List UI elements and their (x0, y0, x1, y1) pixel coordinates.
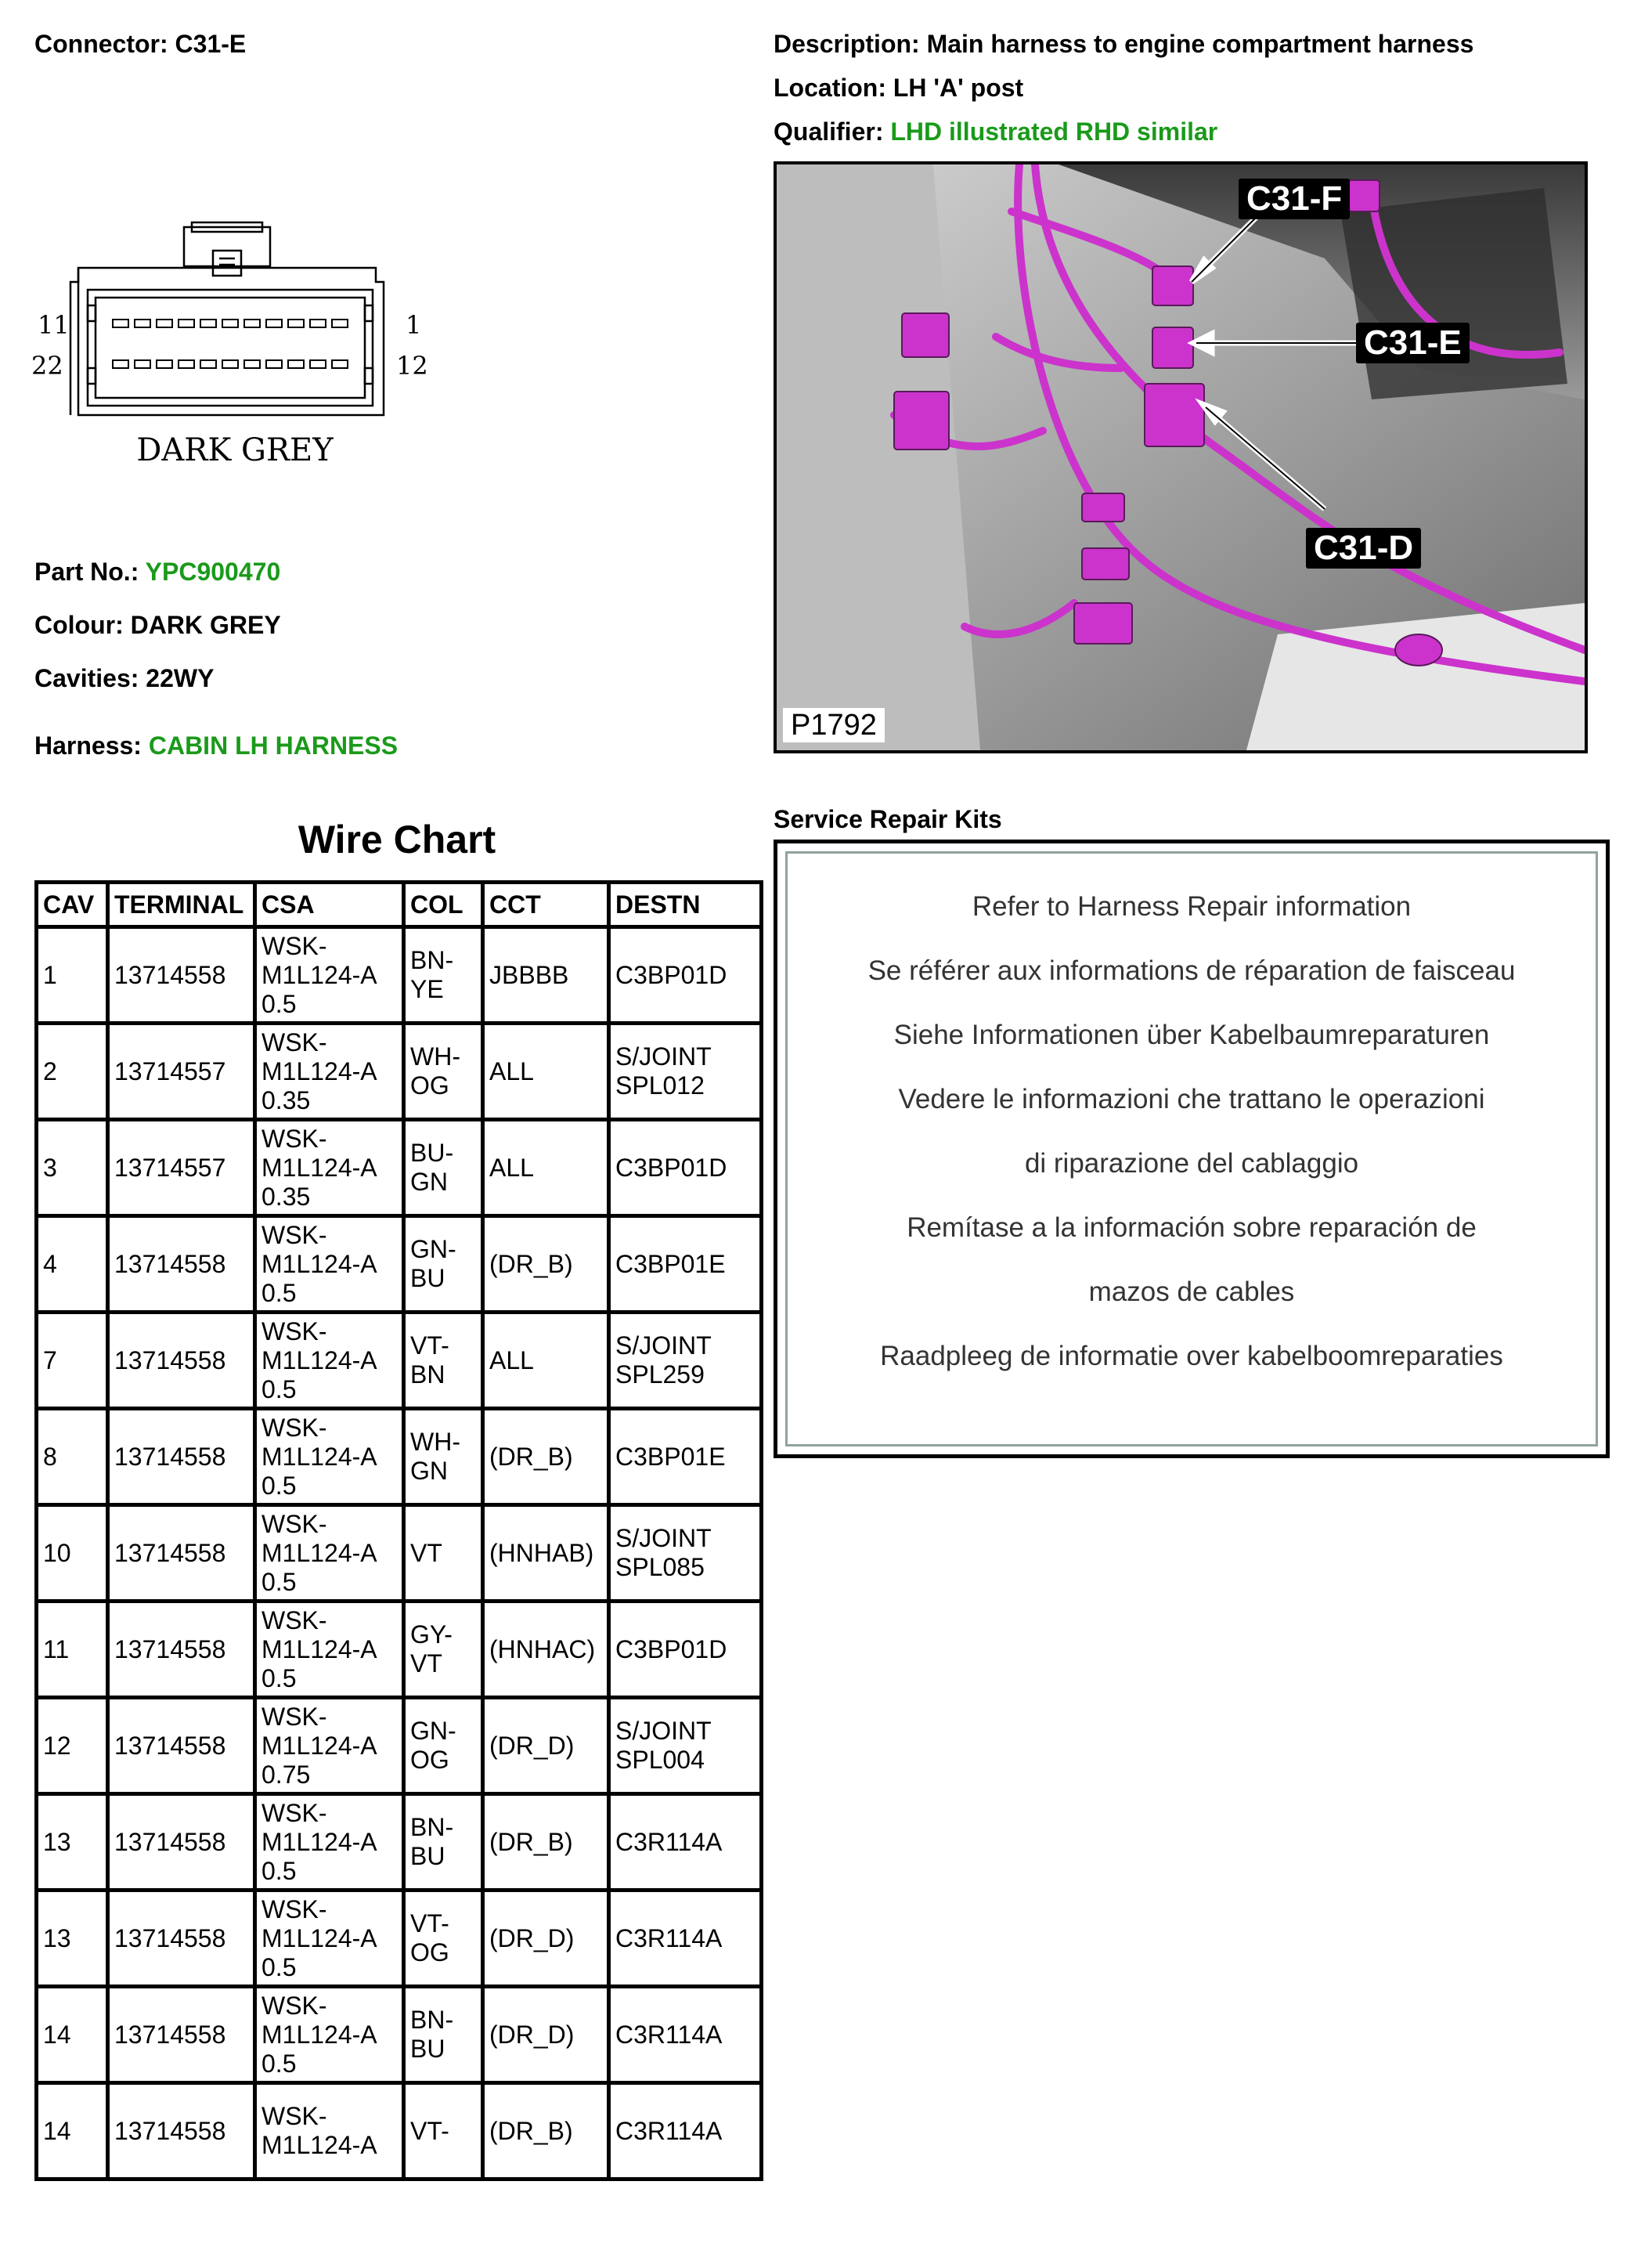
cell-cct (483, 927, 609, 1024)
cell-col (404, 1024, 483, 1120)
cell-text: (HNHAB) (489, 1538, 594, 1567)
cell-text: C3BP01D (615, 1634, 727, 1663)
cell-text: WSK- M1L124-A (261, 2102, 377, 2159)
cell-text: WSK- M1L124-A 0.5 (261, 1894, 377, 1981)
cell-col (404, 1505, 483, 1602)
description-line (774, 28, 1473, 60)
cell-terminal (108, 1987, 255, 2083)
cell-cct (483, 1313, 609, 1409)
cell-text: 1 (43, 960, 57, 989)
cell-destn (609, 1698, 762, 1794)
cell-text: WSK- M1L124-A 0.5 (261, 1509, 377, 1596)
cell-text: 13714558 (114, 1249, 226, 1278)
cell-destn (609, 1216, 762, 1313)
cell-cav (37, 1987, 108, 2083)
callout-c31-d: C31-D (1306, 528, 1421, 569)
cell-cav (37, 1024, 108, 1120)
location-line (774, 72, 1023, 103)
cell-destn (609, 1505, 762, 1602)
cell-text: 13714558 (114, 960, 226, 989)
cell-text: VT- OG (410, 1909, 449, 1966)
cell-text: WSK- M1L124-A 0.35 (261, 1124, 377, 1211)
wire-chart-title: Wire Chart (298, 818, 496, 861)
cell-text: (DR_B) (489, 2116, 573, 2145)
cell-col (404, 1409, 483, 1505)
table-row (37, 927, 762, 1024)
cell-text: C3BP01E (615, 1442, 726, 1471)
cavities-value: 22WY (146, 664, 215, 692)
cell-terminal (108, 1313, 255, 1409)
cell-text: WSK- M1L124-A 0.75 (261, 1702, 377, 1789)
cell-terminal (108, 1891, 255, 1987)
cell-csa (255, 1698, 404, 1794)
pin-label-1: 1 (406, 310, 422, 340)
header-csa: CSA (255, 883, 404, 927)
header-destn: DESTN (609, 883, 762, 927)
cell-text: 13714558 (114, 2116, 226, 2145)
cell-col (404, 1891, 483, 1987)
cell-text: C3R114A (615, 1923, 723, 1952)
cell-text: WSK- M1L124-A 0.5 (261, 1220, 377, 1307)
cell-cct (483, 1794, 609, 1891)
kit-line: Refer to Harness Repair information (972, 891, 1412, 922)
wire-chart-body (37, 927, 762, 2180)
service-kits-inner-frame (785, 851, 1598, 1446)
header-cct: CCT (483, 883, 609, 927)
cell-text: BN- YE (410, 946, 454, 1003)
vehicle-body-illustration (777, 164, 1585, 750)
location-photo (774, 161, 1588, 753)
cell-text: (DR_D) (489, 1923, 575, 1952)
cell-cct (483, 1602, 609, 1698)
cell-cct (483, 1024, 609, 1120)
table-row (37, 1794, 762, 1891)
cell-text: C3BP01D (615, 960, 727, 989)
cell-col (404, 1794, 483, 1891)
cell-cct (483, 2083, 609, 2180)
cell-destn (609, 927, 762, 1024)
cavities-line (34, 663, 214, 694)
cell-destn (609, 2083, 762, 2180)
cell-cav (37, 1505, 108, 1602)
cell-col (404, 1698, 483, 1794)
cell-destn (609, 1891, 762, 1987)
cell-text: VT- (410, 2116, 449, 2145)
cell-terminal (108, 1216, 255, 1313)
part-no-value: YPC900470 (145, 558, 281, 586)
connector-face-diagram (31, 219, 438, 486)
cavities-label: Cavities: (34, 664, 139, 692)
kit-line: Remítase a la información sobre reparación de (907, 1212, 1477, 1243)
qualifier-line (774, 116, 1217, 147)
cell-text: VT (410, 1538, 442, 1567)
cell-text: 10 (43, 1538, 71, 1567)
table-row (37, 1313, 762, 1409)
cell-destn (609, 1313, 762, 1409)
photo-reference-number: P1792 (783, 708, 885, 742)
cell-text: C3BP01E (615, 1249, 726, 1278)
cell-terminal (108, 1602, 255, 1698)
cell-text: 13 (43, 1827, 71, 1856)
header-cav: CAV (37, 883, 108, 927)
kit-line: Siehe Informationen über Kabelbaumreparaturen (893, 1020, 1490, 1050)
cell-csa (255, 927, 404, 1024)
cell-text: 13714558 (114, 1634, 226, 1663)
kit-line: Se référer aux informations de réparation de faisceau (867, 955, 1516, 986)
cell-terminal (108, 2083, 255, 2180)
cell-text: 13714557 (114, 1153, 226, 1182)
cell-terminal (108, 1409, 255, 1505)
cell-col (404, 1216, 483, 1313)
cell-cct (483, 1698, 609, 1794)
table-row (37, 1505, 762, 1602)
cell-csa (255, 1891, 404, 1987)
cell-text: BN- BU (410, 1813, 454, 1870)
cell-text: WSK- M1L124-A 0.5 (261, 1413, 377, 1500)
cell-text: WSK- M1L124-A 0.5 (261, 1798, 377, 1885)
cell-text: 11 (43, 1634, 70, 1663)
kit-line: Raadpleeg de informatie over kabelboomreparaties (880, 1341, 1503, 1371)
table-row (37, 1024, 762, 1120)
cell-col (404, 1313, 483, 1409)
cell-cct (483, 1891, 609, 1987)
cell-text: 4 (43, 1249, 57, 1278)
cell-cav (37, 1794, 108, 1891)
cell-col (404, 1987, 483, 2083)
cell-text: GN- BU (410, 1235, 456, 1292)
cell-cct (483, 1505, 609, 1602)
kit-line: di riparazione del cablaggio (1024, 1148, 1359, 1179)
cell-text: WSK- M1L124-A 0.5 (261, 1605, 377, 1692)
cell-text: WSK- M1L124-A 0.5 (261, 1991, 377, 2078)
cell-text: WH- GN (410, 1428, 460, 1485)
cell-text: 13714558 (114, 1345, 226, 1374)
location-value: LH 'A' post (893, 74, 1024, 102)
cell-col (404, 1602, 483, 1698)
cell-text: WH- OG (410, 1042, 460, 1100)
cell-cct (483, 1409, 609, 1505)
cell-text: WSK- M1L124-A 0.5 (261, 1316, 377, 1403)
table-row (37, 2083, 762, 2180)
cell-terminal (108, 1120, 255, 1216)
cell-cct (483, 1216, 609, 1313)
cell-csa (255, 2083, 404, 2180)
cell-text: JBBBB (489, 960, 569, 989)
table-row (37, 1120, 762, 1216)
cell-text: (HNHAC) (489, 1634, 596, 1663)
cell-csa (255, 1505, 404, 1602)
table-row (37, 1698, 762, 1794)
cell-cav (37, 927, 108, 1024)
part-no-line (34, 556, 280, 587)
table-header-row (37, 883, 762, 927)
cell-csa (255, 1794, 404, 1891)
cell-cct (483, 1987, 609, 2083)
cell-text: GY- VT (410, 1620, 453, 1678)
qualifier-label: Qualifier: (774, 117, 884, 146)
colour-label: Colour: (34, 611, 124, 639)
cell-text: 2 (43, 1056, 57, 1085)
cell-text: (DR_B) (489, 1442, 573, 1471)
cell-destn (609, 1120, 762, 1216)
cell-text: WSK- M1L124-A 0.5 (261, 931, 377, 1018)
part-no-label: Part No.: (34, 558, 139, 586)
cell-csa (255, 1602, 404, 1698)
cell-terminal (108, 1794, 255, 1891)
table-row (37, 1216, 762, 1313)
cell-text: ALL (489, 1153, 534, 1182)
service-kits-title: Service Repair Kits (774, 805, 1002, 833)
cell-text: 13714558 (114, 1442, 226, 1471)
cell-cav (37, 1891, 108, 1987)
cell-text: C3R114A (615, 1827, 723, 1856)
cell-text: S/JOINT SPL012 (615, 1042, 712, 1100)
connector-label: Connector: (34, 30, 168, 58)
colour-value: DARK GREY (130, 611, 281, 639)
connector-id (34, 28, 246, 60)
table-row (37, 1409, 762, 1505)
pin-label-22: 22 (31, 351, 63, 381)
cell-text: C3BP01D (615, 1153, 727, 1182)
cell-csa (255, 1409, 404, 1505)
cell-text: 14 (43, 2020, 71, 2049)
cell-cav (37, 1216, 108, 1313)
cell-text: S/JOINT SPL004 (615, 1717, 712, 1774)
cell-csa (255, 1024, 404, 1120)
colour-line (34, 609, 281, 641)
cell-destn (609, 1987, 762, 2083)
qualifier-value: LHD illustrated RHD similar (890, 117, 1218, 146)
cell-text: 3 (43, 1153, 57, 1182)
header-terminal: TERMINAL (108, 883, 255, 927)
cell-text: 7 (43, 1345, 57, 1374)
cell-csa (255, 1987, 404, 2083)
cell-terminal (108, 927, 255, 1024)
cell-text: (DR_D) (489, 1731, 575, 1760)
header-col: COL (404, 883, 483, 927)
cell-text: 13 (43, 1923, 71, 1952)
callout-c31-e: C31-E (1356, 323, 1470, 363)
pin-label-12: 12 (396, 351, 428, 381)
description-label: Description: (774, 30, 920, 58)
cell-text: 13714558 (114, 1538, 226, 1567)
pin-label-11: 11 (38, 310, 70, 340)
cell-cav (37, 1120, 108, 1216)
wire-chart-table (34, 880, 763, 2181)
cell-text: VT- BN (410, 1331, 449, 1389)
cell-text: 8 (43, 1442, 57, 1471)
cell-text: S/JOINT SPL085 (615, 1524, 712, 1581)
cell-csa (255, 1216, 404, 1313)
cell-text: ALL (489, 1056, 534, 1085)
cell-cav (37, 1409, 108, 1505)
harness-line (34, 730, 398, 761)
cell-text: GN- OG (410, 1717, 456, 1774)
cell-cav (37, 1602, 108, 1698)
cell-text: (DR_D) (489, 2020, 575, 2049)
cell-destn (609, 1409, 762, 1505)
cell-text: (DR_B) (489, 1827, 573, 1856)
cell-text: 14 (43, 2116, 71, 2145)
cell-text: 13714558 (114, 1827, 226, 1856)
cell-cav (37, 2083, 108, 2180)
kit-line: mazos de cables (1088, 1277, 1295, 1307)
table-row (37, 1891, 762, 1987)
cell-text: BN- BU (410, 2006, 454, 2063)
cell-destn (609, 1602, 762, 1698)
cell-text: WSK- M1L124-A 0.35 (261, 1027, 377, 1114)
cell-col (404, 927, 483, 1024)
callout-c31-f: C31-F (1239, 179, 1350, 219)
cell-terminal (108, 1505, 255, 1602)
description-value: Main harness to engine compartment harness (926, 30, 1474, 58)
cell-terminal (108, 1024, 255, 1120)
cell-destn (609, 1794, 762, 1891)
cell-destn (609, 1024, 762, 1120)
service-kits-box (774, 840, 1610, 1458)
cell-text: ALL (489, 1345, 534, 1374)
harness-label: Harness: (34, 731, 142, 760)
cell-text: 12 (43, 1731, 71, 1760)
cell-csa (255, 1120, 404, 1216)
cell-cct (483, 1120, 609, 1216)
table-row (37, 1602, 762, 1698)
cell-terminal (108, 1698, 255, 1794)
cell-text: C3R114A (615, 2116, 723, 2145)
cell-col (404, 2083, 483, 2180)
kit-line: Vedere le informazioni che trattano le operazioni (898, 1084, 1485, 1114)
cell-text: S/JOINT SPL259 (615, 1331, 712, 1389)
cell-text: 13714557 (114, 1056, 226, 1085)
cell-text: BU- GN (410, 1139, 454, 1196)
cell-text: (DR_B) (489, 1249, 573, 1278)
connector-colour-caption: DARK GREY (136, 432, 334, 468)
cell-text: 13714558 (114, 1923, 226, 1952)
cell-col (404, 1120, 483, 1216)
cell-text: 13714558 (114, 2020, 226, 2049)
cell-text: C3R114A (615, 2020, 723, 2049)
cell-text: 13714558 (114, 1731, 226, 1760)
harness-value: CABIN LH HARNESS (148, 731, 399, 760)
location-label: Location: (774, 74, 886, 102)
cell-csa (255, 1313, 404, 1409)
connector-value: C31-E (175, 30, 247, 58)
cell-cav (37, 1313, 108, 1409)
table-row (37, 1987, 762, 2083)
cell-cav (37, 1698, 108, 1794)
